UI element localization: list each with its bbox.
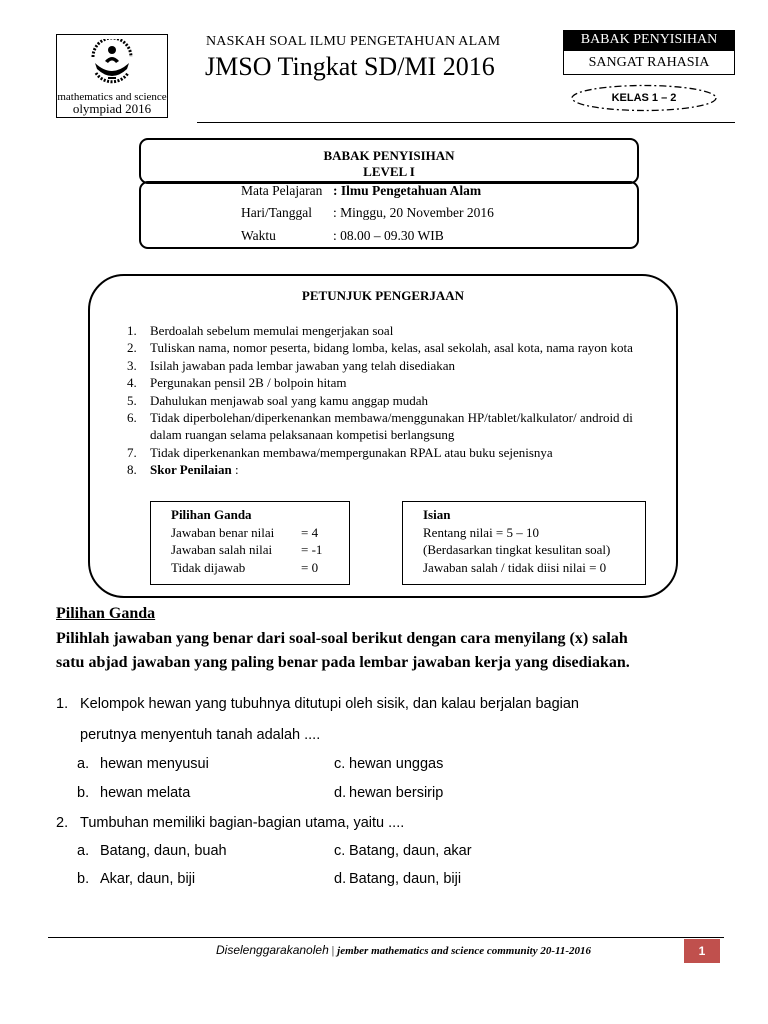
section-instruction [56, 627, 716, 675]
footer-organizer: Diselenggarakanoleh [216, 943, 329, 957]
option-letter: b. [77, 871, 90, 887]
answer-option: Batang, daun, biji [349, 871, 462, 887]
answer-option: hewan unggas [349, 756, 444, 772]
exam-info-box [139, 181, 639, 249]
scoring-line: (Berdasarkan tingkat kesulitan soal) [423, 542, 611, 557]
scoring-value: = 0 [301, 559, 319, 575]
section-title: Pilihan Ganda [56, 605, 156, 622]
instruction-number: 3. [127, 357, 137, 373]
scoring-title: Isian [423, 507, 451, 522]
class-level-label: KELAS 1 – 2 [611, 92, 677, 104]
document-subtitle: NASKAH SOAL ILMU PENGETAHUAN ALAM [206, 34, 501, 49]
question-number: 1. [56, 696, 69, 712]
instructions-title: PETUNJUK PENGERJAAN [301, 288, 465, 303]
scoring-title: Pilihan Ganda [171, 507, 252, 522]
olympiad-logo [56, 34, 168, 118]
answer-option: Batang, daun, akar [349, 843, 472, 859]
footer-community: jember mathematics and science community 20-11-2016 [337, 945, 592, 957]
scoring-line: Jawaban salah / tidak diisi nilai = 0 [423, 559, 607, 575]
instruction-text: Tidak diperkenankan membawa/mempergunakan RPAL atau buku sejenisnya [150, 444, 553, 460]
question-text: Kelompok hewan yang tubuhnya ditutupi oleh sisik, dan kalau berjalan bagian [80, 696, 579, 712]
info-value: : Ilmu Pengetahuan Alam [333, 183, 482, 198]
instruction-text: Skor Penilaian [150, 462, 232, 478]
question-number: 2. [56, 815, 69, 831]
footer-divider [48, 937, 724, 938]
option-letter: c. [334, 756, 346, 772]
instruction-number: 7. [127, 444, 137, 460]
question-text: perutnya menyentuh tanah adalah .... [80, 727, 321, 743]
instruction-text: Isilah jawaban pada lembar jawaban yang telah disediakan [150, 357, 456, 373]
option-letter: a. [77, 843, 90, 859]
olympiad-emblem-icon [87, 39, 137, 91]
info-label: Mata Pelajaran [241, 183, 323, 198]
footer-separator: | [328, 943, 338, 957]
instruction-item [127, 461, 650, 478]
short-answer-scoring-box [402, 501, 646, 585]
scoring-label: Tidak dijawab [171, 559, 246, 575]
scoring-value: = -1 [301, 542, 323, 557]
instruction-text: Dahulukan menjawab soal yang kamu anggap mudah [150, 392, 428, 408]
instruction-text: Berdoalah sebelum memulai mengerjakan soal [150, 323, 394, 338]
answer-option: hewan bersirip [349, 785, 444, 801]
scoring-row [171, 559, 349, 577]
info-row-subject [241, 183, 481, 199]
instructions-box [88, 274, 678, 598]
info-row-time [241, 228, 444, 244]
instruction-number: 4. [127, 375, 137, 391]
page-number: 1 [684, 939, 720, 963]
stage-badge: BABAK PENYISIHAN [563, 30, 735, 50]
info-value: : Minggu, 20 November 2016 [333, 205, 494, 220]
info-label: Waktu [241, 228, 276, 243]
instruction-item [127, 409, 650, 444]
instructions-list [127, 322, 650, 479]
instruction-item [127, 357, 650, 374]
scoring-value: = 4 [301, 524, 319, 540]
header-divider [197, 122, 735, 123]
answer-option: Akar, daun, biji [100, 871, 196, 887]
scoring-row [171, 541, 349, 559]
instruction-text: Tidak diperbolehan/diperkenankan membawa/menggunakan HP/tablet/kalkulator/ android di dalam ruangan selama pelaksanaan kompetisi berlangsung [150, 410, 633, 443]
section-instruction-line: Pilihlah jawaban yang benar dari soal-soal berikut dengan cara menyilang (x) salah [56, 630, 628, 647]
option-letter: c. [334, 843, 346, 859]
answer-option: Batang, daun, buah [100, 843, 227, 859]
instruction-number: 8. [127, 462, 137, 478]
logo-caption: mathematics and science [57, 91, 167, 103]
option-letter: d. [334, 871, 347, 887]
instruction-text: Tuliskan nama, nomor peserta, bidang lomba, kelas, asal sekolah, asal kota, nama rayon kota [150, 340, 633, 356]
answer-option: hewan menyusui [100, 756, 209, 772]
footer [216, 942, 591, 959]
instruction-item [127, 392, 650, 409]
page-title: JMSO Tingkat SD/MI 2016 [205, 52, 495, 81]
instruction-item [127, 444, 650, 461]
scoring-label: Jawaban salah nilai [171, 542, 273, 557]
info-label: Hari/Tanggal [241, 205, 313, 220]
level-title: LEVEL I [363, 164, 415, 179]
option-letter: b. [77, 785, 90, 801]
instruction-number: 5. [127, 392, 137, 408]
scoring-label: Jawaban benar nilai [171, 524, 275, 540]
instruction-item [127, 374, 650, 391]
answer-option: hewan melata [100, 785, 191, 801]
scoring-row [171, 524, 349, 542]
option-letter: d. [334, 785, 347, 801]
section-instruction-line: satu abjad jawaban yang paling benar pada lembar jawaban kerja yang disediakan. [56, 654, 630, 671]
instruction-text: Pergunakan pensil 2B / bolpoin hitam [150, 375, 347, 391]
instruction-item [127, 339, 650, 356]
question-text: Tumbuhan memiliki bagian-bagian utama, yaitu .... [80, 815, 405, 831]
confidential-badge: SANGAT RAHASIA [563, 50, 735, 75]
instruction-item [127, 322, 650, 339]
option-letter: a. [77, 756, 90, 772]
round-level-box [139, 138, 639, 184]
instruction-number: 1. [127, 323, 137, 338]
instruction-suffix: : [231, 462, 239, 478]
round-title: BABAK PENYISIHAN [323, 148, 455, 163]
scoring-line: Rentang nilai = 5 – 10 [423, 524, 540, 540]
instruction-number: 2. [127, 340, 137, 356]
logo-year-label: olympiad 2016 [72, 101, 152, 116]
info-value: : 08.00 – 09.30 WIB [333, 228, 444, 243]
info-row-date [241, 205, 494, 221]
multiple-choice-scoring-box [150, 501, 350, 585]
instruction-number: 6. [127, 410, 137, 426]
